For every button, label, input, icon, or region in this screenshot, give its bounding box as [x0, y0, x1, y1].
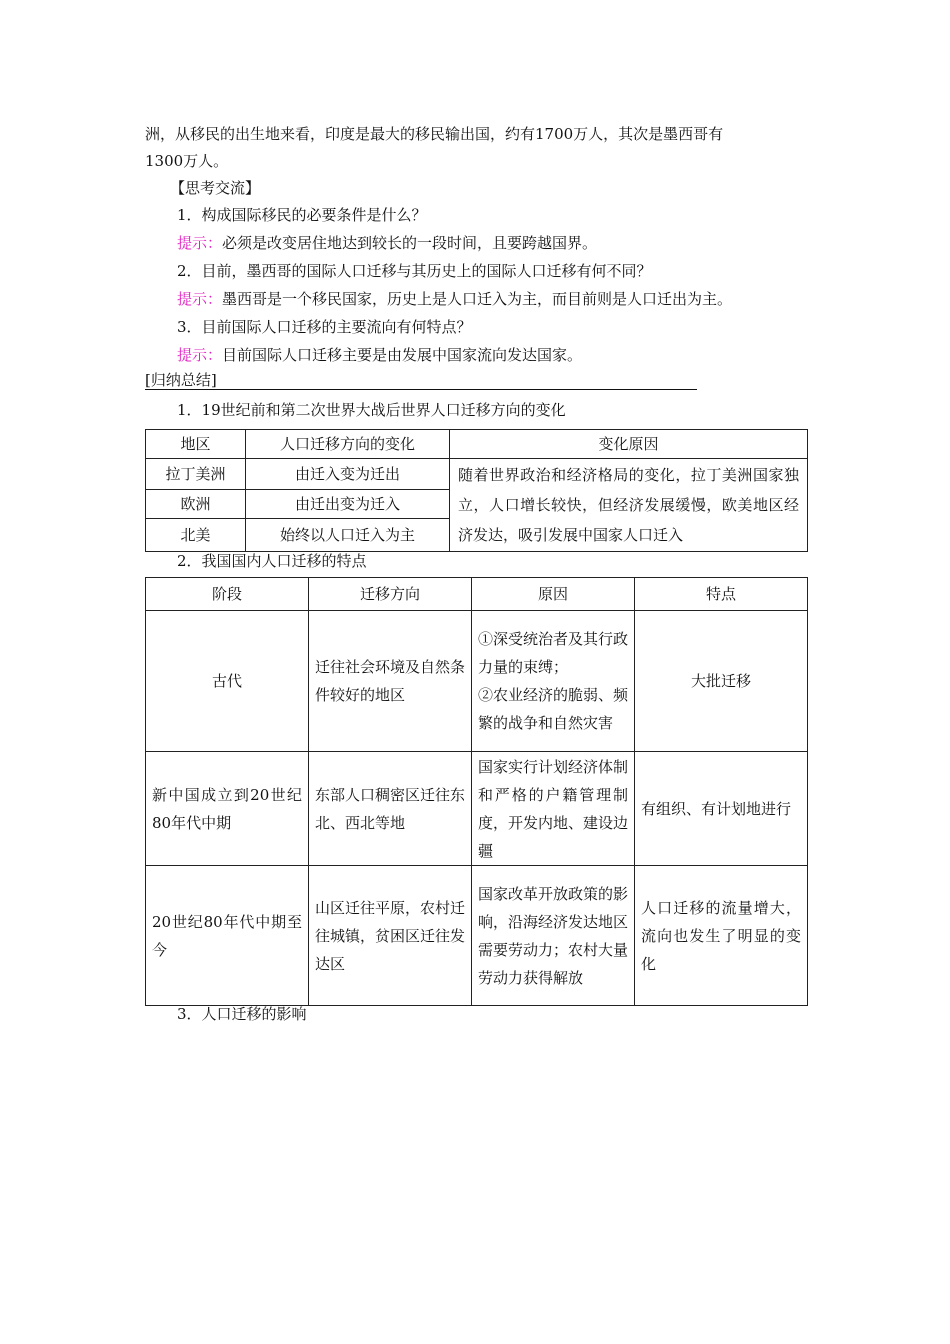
table3-title: 3．人口迁移的影响 [177, 1005, 307, 1023]
table2-title: 2．我国国内人口迁移的特点 [177, 552, 367, 570]
answer-2 [177, 288, 732, 310]
region-cell: 拉丁美洲 [146, 459, 246, 490]
reason-item: 国家改革开放政策的影响，沿海经济发达地区需要劳动力；农村大量劳动力获得解放 [478, 884, 629, 987]
table1-title: 1．19世纪前和第二次世界大战后世界人口迁移方向的变化 [177, 401, 566, 419]
reason-cell [472, 866, 635, 1006]
answer-3 [177, 344, 582, 366]
table-row [146, 866, 808, 1006]
direction-cell: 迁往社会环境及自然条件较好的地区 [309, 611, 472, 752]
reason-cell [472, 752, 635, 866]
header-cell: 特点 [635, 578, 808, 611]
reason-item: ①深受统治者及其行政力量的束缚； [478, 630, 629, 676]
region-cell: 北美 [146, 519, 246, 552]
heading-underline [145, 389, 697, 390]
question-2: 2．目前，墨西哥的国际人口迁移与其历史上的国际人口迁移有何不同？ [177, 262, 652, 280]
stage-cell: 20世纪80年代中期至今 [146, 866, 309, 1006]
question-1: 1．构成国际移民的必要条件是什么？ [177, 206, 427, 224]
reason-cell [472, 611, 635, 752]
reason-cell: 随着世界政治和经济格局的变化，拉丁美洲国家独立，人口增长较快，但经济发展缓慢，欧美地区经济发达，吸引发展中国家人口迁入 [450, 459, 808, 552]
table-header-row [146, 430, 808, 459]
hint-label: 提示： [177, 290, 223, 308]
hint-label: 提示： [177, 234, 223, 252]
stage-cell: 古代 [146, 611, 309, 752]
header-cell: 原因 [472, 578, 635, 611]
answer-text: 必须是改变居住地达到较长的一段时间，且要跨越国界。 [222, 234, 598, 252]
table-header-row [146, 578, 808, 611]
domestic-migration-table [145, 577, 808, 1006]
reason-item: ②农业经济的脆弱、频繁的战争和自然灾害 [478, 686, 629, 732]
direction-cell: 山区迁往平原，农村迁往城镇，贫困区迁往发达区 [309, 866, 472, 1006]
intro-line-1: 洲，从移民的出生地来看，印度是最大的移民输出国，约有1700万人，其次是墨西哥有 [145, 125, 724, 143]
region-cell: 欧洲 [146, 490, 246, 519]
feature-cell: 大批迁移 [635, 611, 808, 752]
question-3: 3．目前国际人口迁移的主要流向有何特点？ [177, 318, 472, 336]
answer-text: 目前国际人口迁移主要是由发展中国家流向发达国家。 [222, 346, 583, 364]
think-heading: 【思考交流】 [170, 179, 261, 197]
header-cell: 人口迁移方向的变化 [246, 430, 450, 459]
answer-text: 墨西哥是一个移民国家，历史上是人口迁入为主，而目前则是人口迁出为主。 [222, 290, 733, 308]
reason-item: 国家实行计划经济体制和严格的户籍管理制度，开发内地、建设边疆 [478, 757, 629, 860]
table-row [146, 459, 808, 490]
answer-1 [177, 232, 597, 254]
migration-change-table [145, 429, 808, 552]
table-row [146, 611, 808, 752]
header-cell: 变化原因 [450, 430, 808, 459]
header-cell: 地区 [146, 430, 246, 459]
header-cell: 阶段 [146, 578, 309, 611]
table-row [146, 752, 808, 866]
change-cell: 由迁入变为迁出 [246, 459, 450, 490]
intro-line-2: 1300万人。 [145, 152, 229, 170]
change-cell: 始终以人口迁入为主 [246, 519, 450, 552]
direction-cell: 东部人口稠密区迁往东北、西北等地 [309, 752, 472, 866]
feature-cell: 有组织、有计划地进行 [635, 752, 808, 866]
summary-heading: [归纳总结] [145, 371, 217, 389]
header-cell: 迁移方向 [309, 578, 472, 611]
hint-label: 提示： [177, 346, 223, 364]
change-cell: 由迁出变为迁入 [246, 490, 450, 519]
stage-cell: 新中国成立到20世纪80年代中期 [146, 752, 309, 866]
feature-cell: 人口迁移的流量增大，流向也发生了明显的变化 [635, 866, 808, 1006]
